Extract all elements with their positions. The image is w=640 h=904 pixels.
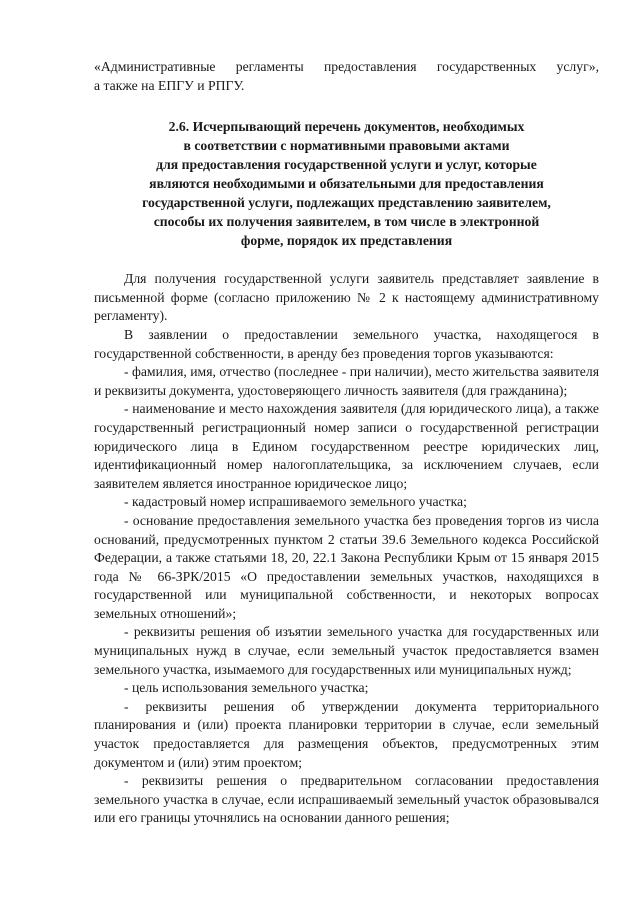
body-paragraph: Для получения государственной услуги заявитель представляет заявление в письменной форме (согласно приложению № 2 к настоящему административному регламенту). [94, 271, 599, 324]
intro-line-2: а также на ЕПГУ и РПГУ. [94, 77, 245, 93]
list-item: - реквизиты решения о предварительном согласовании предоставления земельного участка в случае, если испрашиваемый земельный участок образовывался или его границы уточнялись на основании данного решения; [94, 773, 599, 826]
list-item: - наименование и место нахождения заявителя (для юридического лица), а также государственный регистрационный номер записи о государственной регистрации юридического лица в Едином государственном реестре юридических лиц, идентификационный номер налогоплательщика, за исключением случаев, если заявителем является иностранное юридическое лицо; [94, 401, 599, 491]
list-item: - фамилия, имя, отчество (последнее - при наличии), место жительства заявителя и реквизиты документа, удостоверяющего личность заявителя (для гражданина); [94, 364, 599, 398]
list-item: - цель использования земельного участка; [124, 680, 369, 696]
section-heading [94, 117, 599, 250]
list-item: - реквизиты решения об утверждении документа территориального планирования и (или) проекта планировки территории в случае, если земельный участок предоставляется для размещения объектов, предусмотренных этим документом и (или) этим проектом; [94, 698, 599, 770]
heading-line: государственной услуги, подлежащих представлению заявителем, [142, 195, 551, 211]
heading-line: в соответствии с нормативными правовыми актами [183, 138, 510, 154]
body-paragraph: В заявлении о предоставлении земельного участка, находящегося в государственной собственности, в аренду без проведения торгов указываются: [94, 326, 599, 361]
heading-line: 2.6. Исчерпывающий перечень документов, необходимых [168, 119, 525, 135]
list-item: - кадастровый номер испрашиваемого земельного участка; [124, 494, 467, 510]
heading-line: для предоставления государственной услуги и услуг, которые [156, 157, 537, 173]
document-page [94, 58, 599, 828]
intro-line-1: «Административные регламенты предоставления государственных услуг», [94, 59, 599, 74]
heading-line: являются необходимыми и обязательными для предоставления [149, 176, 544, 192]
list-item: - реквизиты решения об изъятии земельного участка для государственных или муниципальных нужд в случае, если земельный участок предоставляется взамен земельного участка, изымаемого для государственных или муниципальных нужд; [94, 624, 599, 677]
heading-line: способы их получения заявителем, в том числе в электронной [153, 214, 540, 230]
list-item: - основание предоставления земельного участка без проведения торгов из числа оснований, предусмотренных пунктом 2 статьи 39.6 Земельного кодекса Российской Федерации, а также статьями 18, 20, 22.1 Закона Республики Крым от 15 января 2015 года № 66-ЗРК/2015 «О предоставлении земельных участков, находящихся в государственной или муниципальной собственности, и некоторых вопросах земельных отношений»; [94, 512, 599, 621]
heading-line: форме, порядок их представления [240, 233, 453, 249]
